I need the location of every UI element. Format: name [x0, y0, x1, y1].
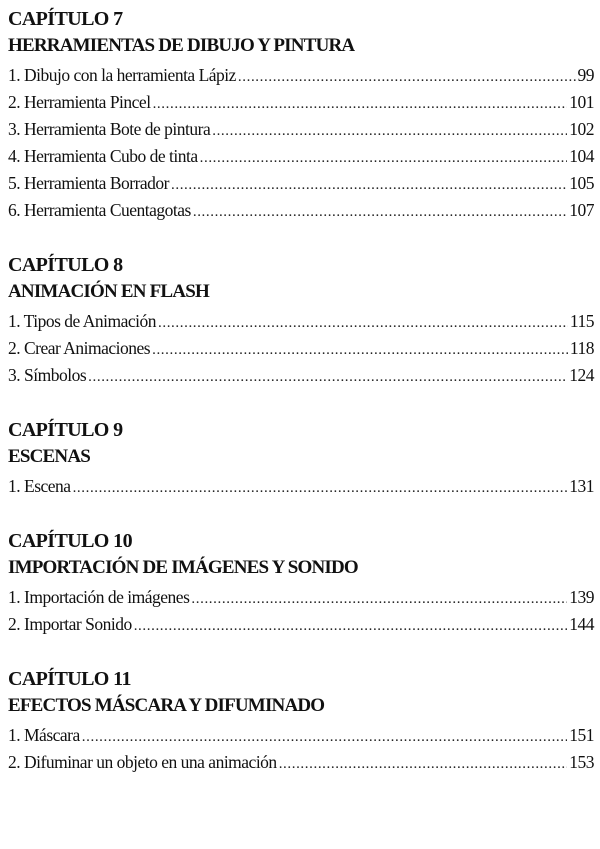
- toc-entry[interactable]: [8, 335, 594, 362]
- dot-leader: [212, 118, 567, 145]
- toc-entry[interactable]: [8, 143, 594, 170]
- chapter-title: ESCENAS: [8, 446, 91, 467]
- chapter-title: IMPORTACIÓN DE IMÁGENES Y SONIDO: [8, 557, 358, 578]
- entry-label: 1. Dibujo con la herramienta Lápiz: [8, 65, 236, 85]
- entry-list: [8, 584, 594, 638]
- entry-label: 2. Crear Animaciones: [8, 338, 151, 358]
- chapter-9: [8, 417, 594, 500]
- chapter-number: CAPÍTULO 11: [8, 668, 131, 690]
- toc-entry[interactable]: [8, 170, 594, 197]
- entry-page-number: 115: [569, 311, 594, 331]
- toc-entry[interactable]: [8, 116, 594, 143]
- toc-entry[interactable]: [8, 308, 594, 335]
- entry-label: 3. Herramienta Bote de pintura: [8, 119, 211, 139]
- dot-leader: [73, 475, 568, 502]
- entry-page-number: 99: [577, 65, 594, 85]
- entry-list: [8, 722, 594, 776]
- entry-list: [8, 473, 594, 500]
- entry-label: 5. Herramienta Borrador: [8, 173, 169, 193]
- toc-entry[interactable]: [8, 362, 594, 389]
- chapter-title: ANIMACIÓN EN FLASH: [8, 281, 209, 302]
- entry-page-number: 101: [569, 92, 594, 112]
- entry-label: 1. Importación de imágenes: [8, 587, 190, 607]
- chapter-8: [8, 252, 594, 389]
- chapter-title: HERRAMIENTAS DE DIBUJO Y PINTURA: [8, 35, 355, 56]
- chapter-number: CAPÍTULO 9: [8, 419, 123, 441]
- entry-page-number: 124: [569, 365, 594, 385]
- chapter-number: CAPÍTULO 7: [8, 8, 123, 30]
- entry-page-number: 107: [569, 200, 594, 220]
- chapter-7: [8, 6, 594, 224]
- entry-page-number: 105: [569, 173, 594, 193]
- toc-entry[interactable]: [8, 584, 594, 611]
- entry-page-number: 144: [569, 614, 594, 634]
- dot-leader: [152, 337, 568, 364]
- entry-page-number: 131: [569, 476, 594, 496]
- toc-entry[interactable]: [8, 89, 594, 116]
- dot-leader: [158, 310, 568, 337]
- table-of-contents: [8, 6, 594, 804]
- dot-leader: [88, 364, 567, 391]
- entry-label: 1. Tipos de Animación: [8, 311, 156, 331]
- dot-leader: [238, 64, 576, 91]
- chapter-number: CAPÍTULO 10: [8, 530, 132, 552]
- chapter-11: [8, 666, 594, 776]
- toc-entry[interactable]: [8, 749, 594, 776]
- dot-leader: [82, 724, 567, 751]
- dot-leader: [153, 91, 568, 118]
- entry-label: 6. Herramienta Cuentagotas: [8, 200, 191, 220]
- dot-leader: [193, 199, 567, 226]
- dot-leader: [200, 145, 568, 172]
- dot-leader: [279, 751, 568, 778]
- chapter-10: [8, 528, 594, 638]
- entry-page-number: 151: [569, 725, 594, 745]
- entry-label: 1. Máscara: [8, 725, 80, 745]
- entry-label: 3. Símbolos: [8, 365, 87, 385]
- entry-page-number: 104: [569, 146, 594, 166]
- toc-entry[interactable]: [8, 722, 594, 749]
- toc-entry[interactable]: [8, 611, 594, 638]
- toc-entry[interactable]: [8, 473, 594, 500]
- chapter-title: EFECTOS MÁSCARA Y DIFUMINADO: [8, 695, 325, 716]
- entry-page-number: 153: [569, 752, 594, 772]
- entry-list: [8, 308, 594, 389]
- entry-page-number: 118: [569, 338, 594, 358]
- toc-entry[interactable]: [8, 62, 594, 89]
- entry-label: 2. Herramienta Pincel: [8, 92, 151, 112]
- entry-page-number: 139: [569, 587, 594, 607]
- entry-list: [8, 62, 594, 224]
- entry-page-number: 102: [569, 119, 594, 139]
- dot-leader: [191, 586, 567, 613]
- toc-entry[interactable]: [8, 197, 594, 224]
- entry-label: 2. Importar Sonido: [8, 614, 132, 634]
- dot-leader: [134, 613, 568, 640]
- dot-leader: [171, 172, 567, 199]
- entry-label: 1. Escena: [8, 476, 71, 496]
- chapter-number: CAPÍTULO 8: [8, 254, 123, 276]
- entry-label: 2. Difuminar un objeto en una animación: [8, 752, 277, 772]
- entry-label: 4. Herramienta Cubo de tinta: [8, 146, 198, 166]
